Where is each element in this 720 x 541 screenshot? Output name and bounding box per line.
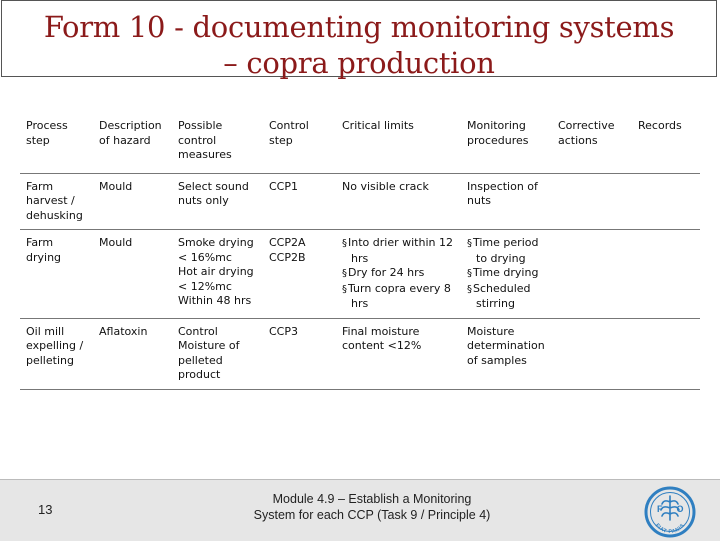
logo-motto: FIAT PANIS [653, 522, 687, 536]
header-row [20, 113, 700, 173]
title-line-2: – copra production [223, 46, 495, 80]
monitoring-form-table [20, 113, 700, 390]
critical-limits-list [342, 236, 457, 312]
control-line: Smoke drying [178, 236, 254, 249]
table-row [20, 173, 700, 230]
cell-records [632, 173, 700, 230]
header-critical-limits: Critical limits [336, 113, 461, 173]
cell-control-measures: Select sound nuts only [172, 173, 263, 230]
cell-process-step: Oil mill expelling / pelleting [20, 318, 93, 389]
title-line-1: Form 10 - documenting monitoring systems [43, 10, 675, 44]
header-description-of-hazard: Description of hazard [93, 113, 172, 173]
cell-monitoring-procedures: Inspection of nuts [461, 173, 552, 230]
cell-hazard: Aflatoxin [93, 318, 172, 389]
list-item: § Turn copra every 8 hrs [342, 282, 457, 312]
cell-records [632, 318, 700, 389]
cell-process-step: Farm harvest / dehusking [20, 173, 93, 230]
module-line-2: System for each CCP (Task 9 / Principle 4) [253, 508, 491, 522]
control-line: Hot air drying [178, 265, 254, 278]
cell-control-step [263, 230, 336, 319]
header-corrective-actions: Corrective actions [552, 113, 632, 173]
list-item: § Into drier within 12 hrs [342, 236, 457, 266]
header-control-step: Control step [263, 113, 336, 173]
control-line: Moisture of [178, 339, 240, 352]
control-line: Control [178, 324, 218, 338]
svg-text:O: O [676, 504, 684, 514]
table-row [20, 230, 700, 319]
cell-critical-limits [336, 230, 461, 319]
control-line: Within 48 hrs [178, 294, 252, 307]
control-line: product [178, 368, 221, 381]
slide-title [2, 1, 716, 81]
step-line: CCP2A [269, 236, 306, 249]
cell-corrective-actions [552, 173, 632, 230]
control-line: < 12%mc [178, 279, 232, 293]
page-number: 13 [38, 502, 53, 517]
cell-monitoring-procedures: Moisture determination of samples [461, 318, 552, 389]
list-item: § Time drying [467, 266, 548, 282]
list-item: § Scheduled stirring [467, 282, 548, 312]
title-box [1, 0, 717, 80]
module-caption [222, 491, 522, 523]
svg-text:F: F [657, 504, 663, 514]
list-item: § Time period to drying [467, 236, 548, 266]
cell-control-measures [172, 230, 263, 319]
cell-monitoring-procedures [461, 230, 552, 319]
slide-footer [0, 479, 720, 541]
cell-critical-limits: No visible crack [336, 173, 461, 230]
fao-logo-icon [644, 486, 696, 538]
cell-critical-limits: Final moisture content <12% [336, 318, 461, 389]
monitoring-list [467, 236, 548, 312]
table-row [20, 318, 700, 389]
control-line: < 16%mc [178, 250, 232, 264]
cell-corrective-actions [552, 318, 632, 389]
cell-control-step: CCP1 [263, 173, 336, 230]
cell-control-measures [172, 318, 263, 389]
header-process-step: Process step [20, 113, 93, 173]
header-control-measures: Possible control measures [172, 113, 263, 173]
header-monitoring-procedures: Monitoring procedures [461, 113, 552, 173]
list-item: § Dry for 24 hrs [342, 266, 457, 282]
cell-corrective-actions [552, 230, 632, 319]
header-records: Records [632, 113, 700, 173]
cell-control-step: CCP3 [263, 318, 336, 389]
cell-hazard: Mould [93, 230, 172, 319]
cell-records [632, 230, 700, 319]
module-line-1: Module 4.9 – Establish a Monitoring [272, 492, 472, 506]
cell-process-step: Farm drying [20, 230, 93, 319]
step-line: CCP2B [269, 250, 306, 264]
control-line: pelleted [178, 353, 223, 367]
cell-hazard: Mould [93, 173, 172, 230]
